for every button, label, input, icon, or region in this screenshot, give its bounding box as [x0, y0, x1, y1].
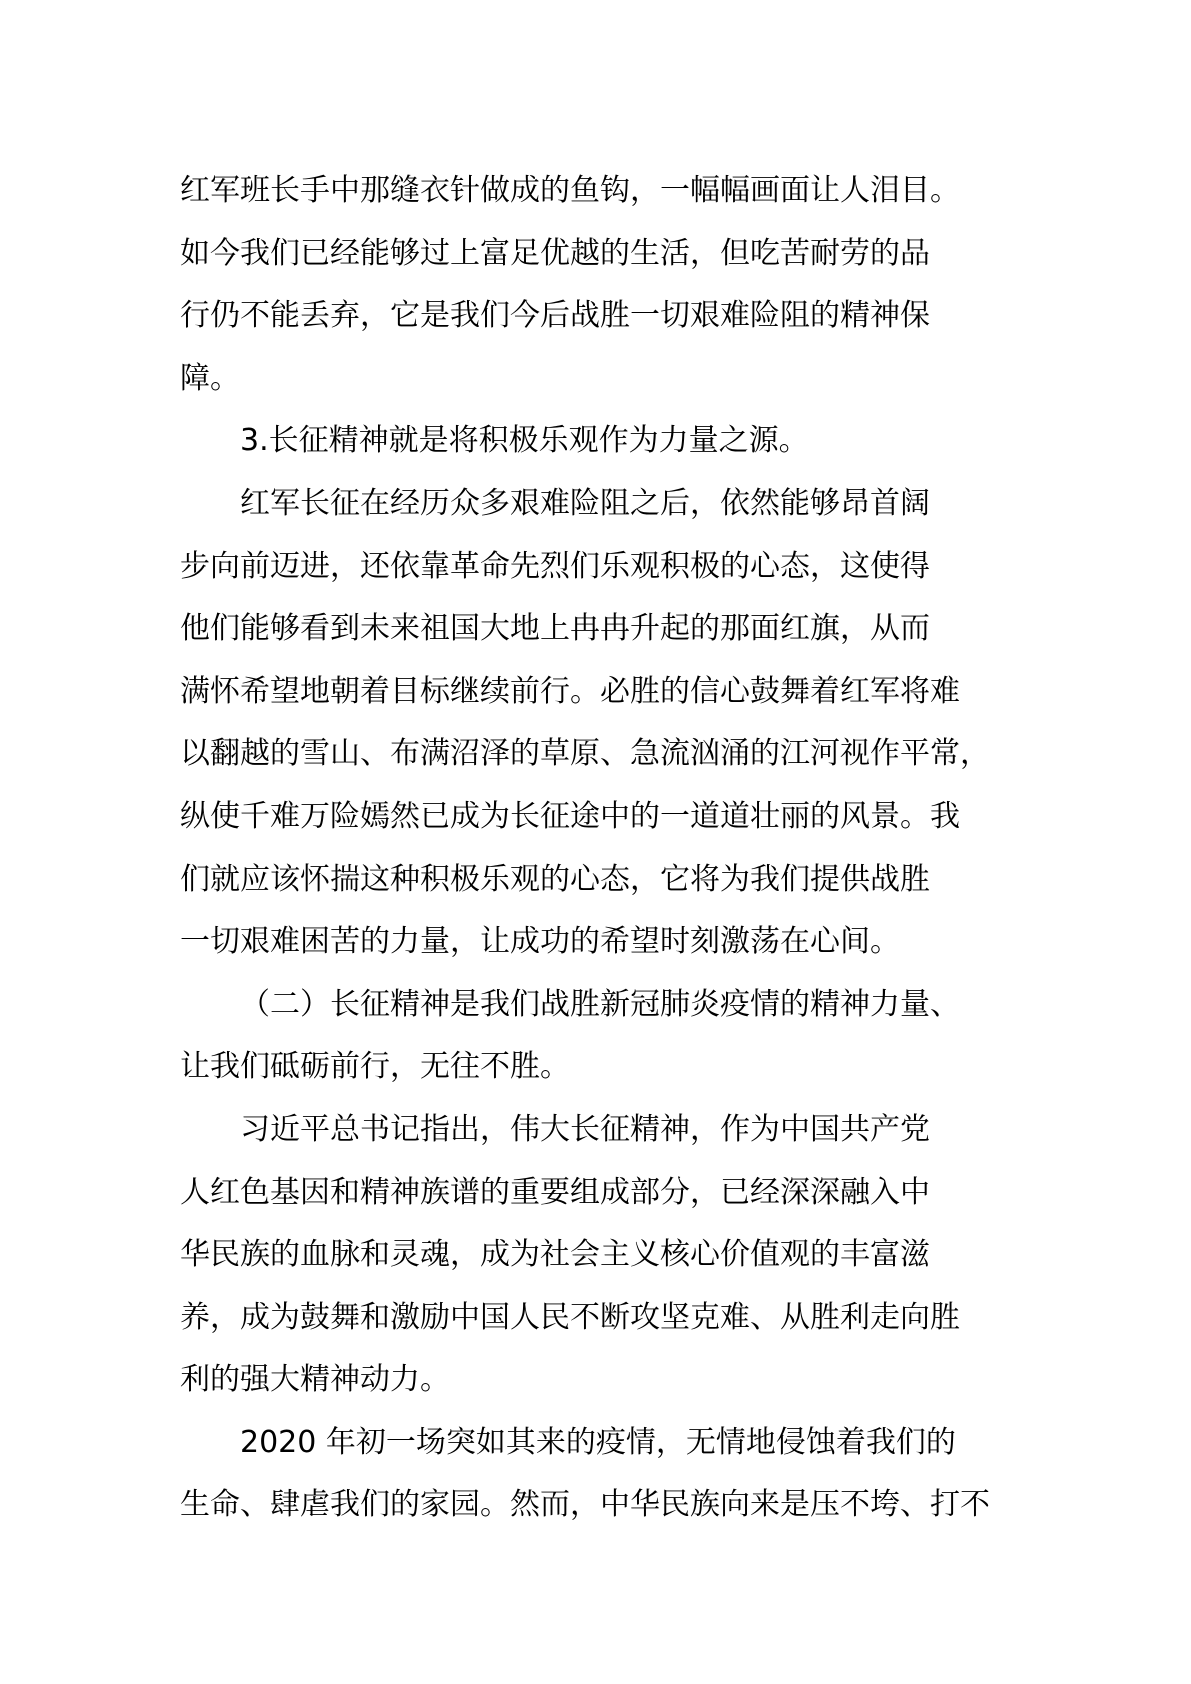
- text-line: 华民族的血脉和灵魂，成为社会主义核心价值观的丰富滋: [180, 1237, 930, 1273]
- body-text: [180, 160, 1040, 1537]
- text-line: 如今我们已经能够过上富足优越的生活，但吃苦耐劳的品: [180, 235, 930, 271]
- section-heading: 3.长征精神就是将积极乐观作为力量之源。: [240, 423, 809, 459]
- text-line: 以翻越的雪山、布满沼泽的草原、急流汹涌的江河视作平常，: [180, 736, 990, 772]
- text-line: 障。: [180, 360, 240, 396]
- text-line: 利的强大精神动力。: [180, 1362, 450, 1398]
- text-line: 红军班长手中那缝衣针做成的鱼钩，一幅幅画面让人泪目。: [180, 173, 960, 208]
- text-line: 满怀希望地朝着目标继续前行。必胜的信心鼓舞着红军将难: [180, 673, 960, 709]
- text-line: 行仍不能丢弃，它是我们今后战胜一切艰难险阻的精神保: [180, 298, 930, 334]
- text-line: 生命、肆虐我们的家园。然而，中华民族向来是压不垮、打不: [180, 1487, 990, 1523]
- section-heading: （二）长征精神是我们战胜新冠肺炎疫情的精神力量、: [240, 986, 960, 1022]
- text-line: 2020 年初一场突如其来的疫情，无情地侵蚀着我们的: [240, 1424, 956, 1460]
- text-line: 步向前迈进，还依靠革命先烈们乐观积极的心态，这使得: [180, 548, 930, 584]
- text-line: 人红色基因和精神族谱的重要组成部分，已经深深融入中: [180, 1174, 930, 1210]
- text-line: 纵使千难万险嫣然已成为长征途中的一道道壮丽的风景。我: [180, 798, 960, 834]
- text-line: 红军长征在经历众多艰难险阻之后，依然能够昂首阔: [240, 485, 930, 521]
- section-heading-continued: 让我们砥砺前行，无往不胜。: [180, 1049, 570, 1085]
- text-line: 们就应该怀揣这种积极乐观的心态，它将为我们提供战胜: [180, 861, 930, 897]
- text-line: 养，成为鼓舞和激励中国人民不断攻坚克难、从胜利走向胜: [180, 1299, 960, 1335]
- text-line: 他们能够看到未来祖国大地上冉冉升起的那面红旗，从而: [180, 611, 930, 647]
- text-line: 一切艰难困苦的力量，让成功的希望时刻激荡在心间。: [180, 924, 900, 960]
- text-line: 习近平总书记指出，伟大长征精神，作为中国共产党: [240, 1111, 930, 1147]
